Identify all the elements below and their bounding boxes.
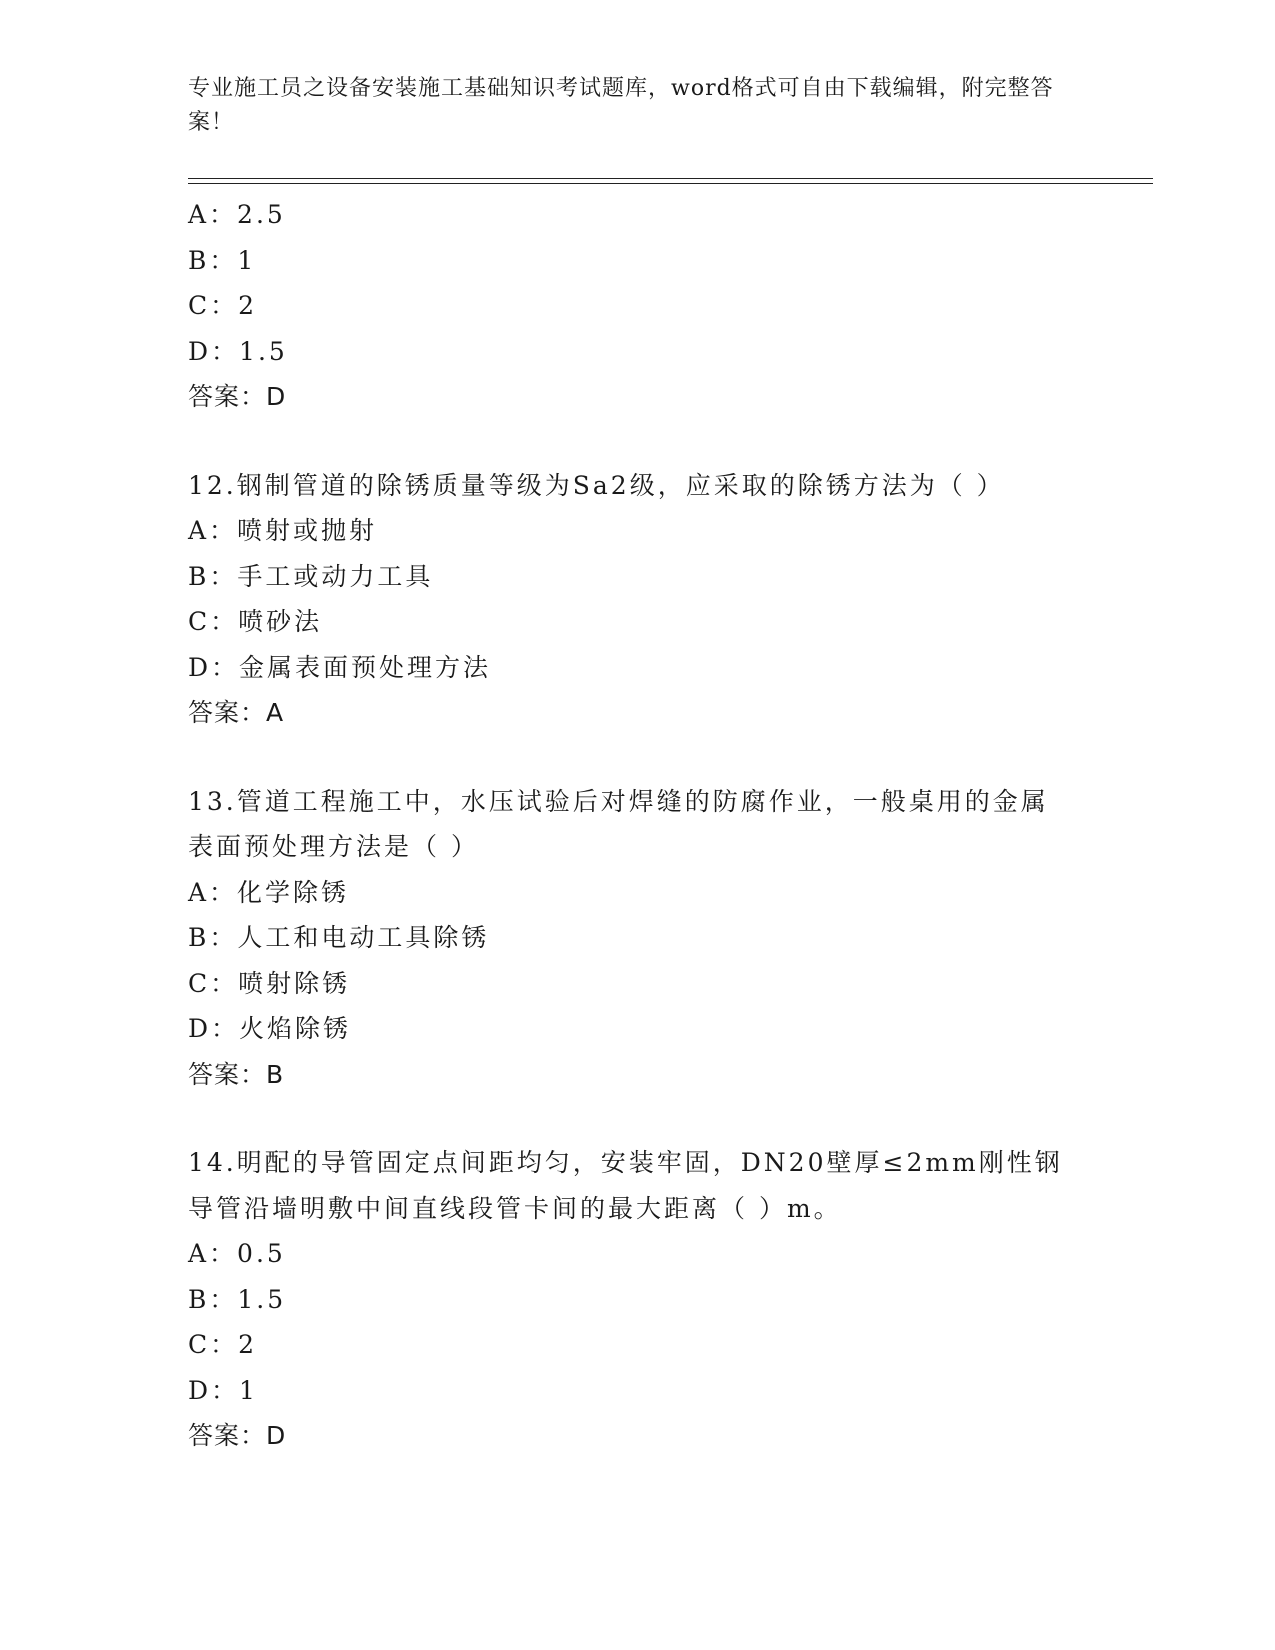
answer-line: 答案：D xyxy=(188,382,287,411)
answer-line: 答案：A xyxy=(188,698,285,727)
option-b: B：1.5 xyxy=(188,1284,287,1314)
question-13 xyxy=(188,779,1088,1098)
option-a: A：2.5 xyxy=(188,200,286,229)
option-a: A：化学除锈 xyxy=(188,877,350,907)
question-12 xyxy=(188,463,1088,736)
option-b: B：手工或动力工具 xyxy=(188,561,434,591)
option-c: C：2 xyxy=(188,1330,258,1359)
option-d: D：1.5 xyxy=(188,336,288,366)
question-stem: 12.钢制管道的除锈质量等级为Sa2级，应采取的除锈方法为（ ） xyxy=(188,470,1005,500)
spacer xyxy=(188,736,1088,779)
answer-line: 答案：D xyxy=(188,1421,287,1450)
question-14 xyxy=(188,1140,1088,1459)
document-header: 专业施工员之设备安装施工基础知识考试题库，word格式可自由下载编辑，附完整答案！ xyxy=(188,76,1054,135)
option-c: C：喷射除锈 xyxy=(188,968,351,998)
option-c: C：喷砂法 xyxy=(188,607,323,636)
question-stem: 14.明配的导管固定点间距均匀，安装牢固，DN20壁厚≤2mm刚性钢导管沿墙明敷中间直线段管卡间的最大距离（ ）m。 xyxy=(188,1148,1063,1223)
option-c: C：2 xyxy=(188,291,258,320)
question-11-continuation xyxy=(188,192,1088,420)
answer-line: 答案：B xyxy=(188,1059,285,1089)
header-rule-top xyxy=(188,178,1153,179)
header-rule-bottom xyxy=(188,183,1153,184)
option-b: B：人工和电动工具除锈 xyxy=(188,923,490,952)
question-content xyxy=(188,192,1088,1459)
question-stem: 13.管道工程施工中，水压试验后对焊缝的防腐作业，一般桌用的金属表面预处理方法是（ ） xyxy=(188,786,1049,861)
option-d: D：火焰除锈 xyxy=(188,1014,352,1043)
option-d: D：1 xyxy=(188,1375,258,1405)
spacer xyxy=(188,1097,1088,1140)
option-b: B：1 xyxy=(188,245,257,275)
option-d: D：金属表面预处理方法 xyxy=(188,652,492,682)
spacer xyxy=(188,420,1088,463)
option-a: A：喷射或抛射 xyxy=(188,516,378,545)
option-a: A：0.5 xyxy=(188,1239,286,1268)
